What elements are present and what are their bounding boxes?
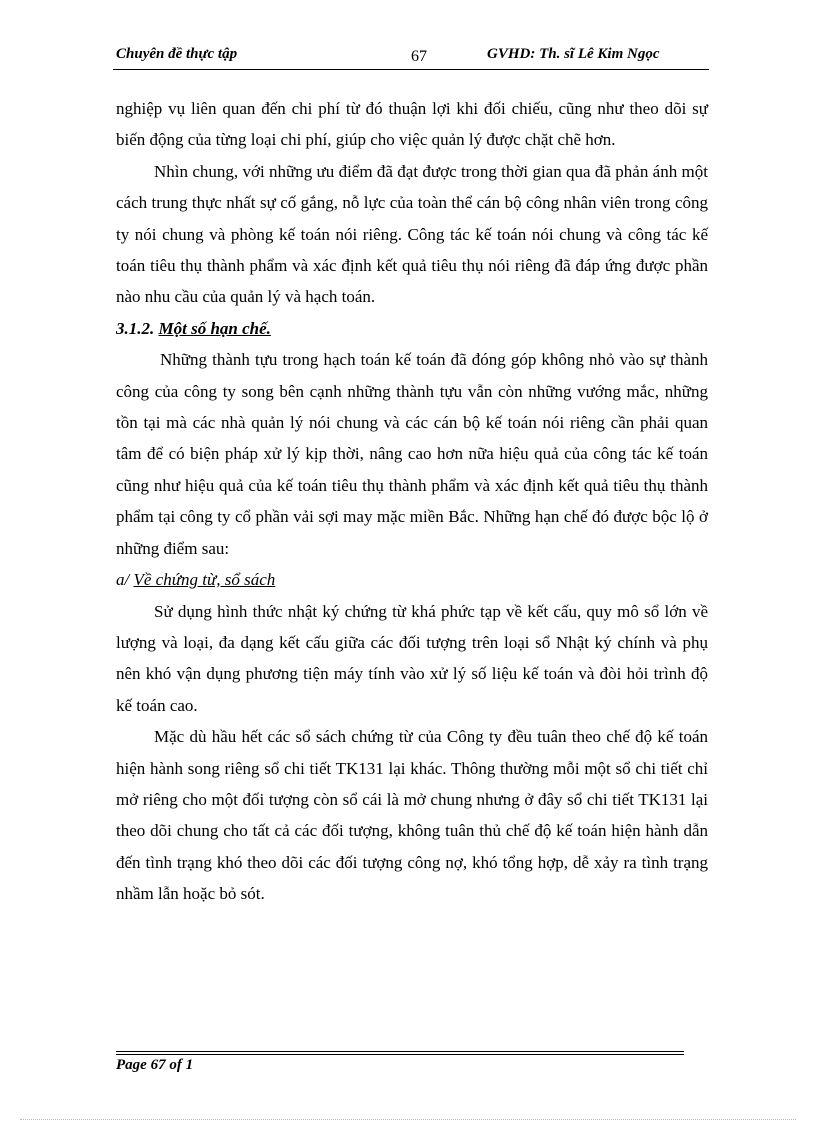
paragraph-summary: Nhìn chung, với những ưu điểm đã đạt được trong thời gian qua đã phản ánh một cách trung thực nhất sự cố gắng, nỗ lực của toàn thể cán bộ công nhân viên trong công ty nói chung và phòng kế toán nói riêng. Công tác kế toán nói chung và công tác kế toán tiêu thụ thành phẩm và xác định kết quả tiêu thụ nói riêng đã đáp ứng được phần nào nhu cầu của quản lý và hạch toán. [116, 161, 708, 307]
section-title: Một số hạn chế. [158, 318, 271, 338]
header-page-number: 67 [411, 48, 427, 65]
page-header [113, 46, 709, 68]
paragraph-continuation: nghiệp vụ liên quan đến chi phí từ đó thuận lợi khi đối chiếu, cũng như theo dõi sự biến động của từng loại chi phí, giúp cho việc quản lý được chặt chẽ hơn. [116, 99, 708, 150]
header-supervisor: GVHD: Th. sĩ Lê Kim Ngọc [487, 46, 660, 62]
subsection-title: Về chứng từ, sổ sách [133, 570, 276, 590]
subsection-heading [116, 564, 708, 595]
section-number: 3.1.2. [116, 318, 155, 338]
page-bottom-border [20, 1119, 796, 1120]
header-divider [113, 69, 709, 70]
section-heading [116, 313, 708, 344]
document-body [116, 93, 708, 910]
paragraph-limitations-intro: Những thành tựu trong hạch toán kế toán đã đóng góp không nhỏ vào sự thành công của công ty song bên cạnh những thành tựu vẫn còn những vướng mắc, những tồn tại mà các nhà quản lý nói chung và các cán bộ kế toán nói riêng cần phải quan tâm để có biện pháp xử lý kịp thời, nâng cao hơn nữa hiệu quả của công tác kế toán cũng như hiệu quả của kế toán tiêu thụ thành phẩm và xác định kết quả tiêu thụ thành phẩm tại công ty cổ phần vải sợi may mặc miền Bắc. Những hạn chế đó được bộc lộ ở những điểm sau: [116, 350, 708, 558]
subsection-prefix: a/ [116, 570, 134, 590]
paragraph-ledger-form: Sử dụng hình thức nhật ký chứng từ khá phức tạp về kết cấu, quy mô sổ lớn về lượng và loại, đa dạng kết cấu giữa các đối tượng trên loại sổ Nhật ký chính và phụ nên khó vận dụng phương tiện máy tính vào xử lý số liệu kế toán và đòi hỏi trình độ kế toán cao. [116, 601, 708, 715]
header-title: Chuyên đề thực tập [116, 46, 238, 62]
paragraph-tk131: Mặc dù hầu hết các sổ sách chứng từ của Công ty đều tuân theo chế độ kế toán hiện hành song riêng sổ chi tiết TK131 lại khác. Thông thường mỗi một sổ chi tiết chỉ mở riêng cho một đối tượng còn sổ cái là mở chung nhưng ở đây sổ chi tiết TK131 lại theo dõi chung cho tất cả các đối tượng, không tuân thủ chế độ kế toán hiện hành dẫn đến tình trạng khó theo dõi các đối tượng công nợ, khó tổng hợp, dễ xảy ra tình trạng nhầm lẫn hoặc bỏ sót. [116, 727, 708, 904]
page-footer: Page 67 of 1 [116, 1057, 194, 1073]
footer-divider [116, 1051, 684, 1055]
